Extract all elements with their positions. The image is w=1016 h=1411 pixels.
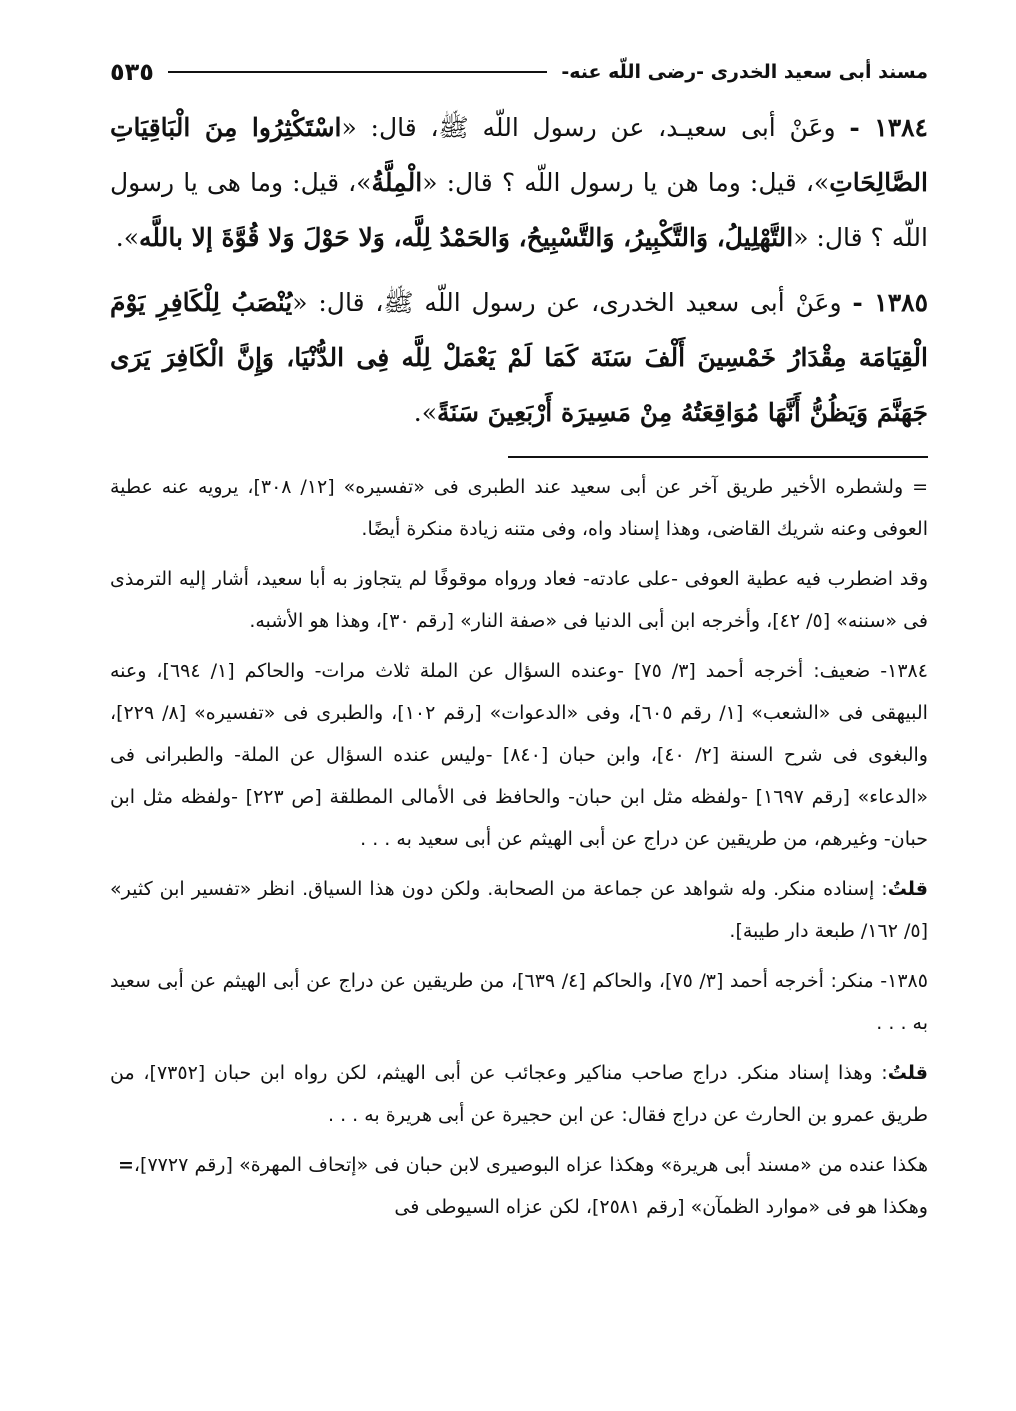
footnote-1384-comment (110, 868, 928, 952)
footnote-1384: ١٣٨٤- ضعيف: أخرجه أحمد [٣/ ٧٥] -وعنده السؤال عن الملة ثلاث مرات- والحاكم [١/ ٦٩٤]، وعنه البيهقى فى «الشعب» [١/ رقم ٦٠٥]، وفى «الدعوات» [رقم ١٠٢]، والطبرى فى «تفسيره» [٨/ ٢٢٩]، والبغوى فى شرح السنة [٢/ ٤٠]، وابن حبان [٨٤٠] -وليس عنده السؤال عن الملة- والطبرانى فى «الدعاء» [رقم ١٦٩٧] -ولفظه مثل ابن حبان- والحافظ فى الأمالى المطلقة [ص ٢٢٣] -ولفظه مثل ابن حبان- وغيرهم، من طريقين عن دراج عن أبى الهيثم عن أبى سعيد به . . . (110, 660, 928, 850)
running-title: مسند أبى سعيد الخدرى -رضى اللّه عنه- (561, 61, 928, 83)
hadith-text: »، قيل: وما هن يا رسول اللّه ؟ قال: « (422, 168, 830, 197)
hadith-matn: يُنْصَبُ لِلْكَافِرِ يَوْمَ الْقِيَامَة مِقْدَارُ خَمْسِينَ أَلْفَ سَنَة كَمَا لَمْ يَعْمَلْ لِلَّه فِى الدُّنْيَا، وَإِنَّ الْكَافِرَ يَرَى جَهَنَّمَ وَيَظُنُّ أَنَّهَا مُوَاقِعَتُهُ مِنْ مَسِيرَة أَرْبَعِينَ سَنَةً (110, 288, 928, 427)
comment-text: : إسناده منكر. وله شواهد عن جماعة من الصحابة. ولكن دون هذا السياق. انظر «تفسير ابن كثير» [٥/ ١٦٢/ طبعة دار طيبة]. (110, 878, 928, 942)
footnote-paragraph-last (110, 1144, 928, 1228)
hadith-end: ». (115, 223, 140, 252)
footnote-1385-comment (110, 1052, 928, 1136)
hadith-text: »، قيل: وما هى يا رسول اللّه ؟ قال: « (110, 168, 928, 252)
paragraph-text: هكذا عنده من «مسند أبى هريرة» وهكذا عزاه البوصيرى لابن حبان فى «إتحاف المهرة» [رقم ٧٧٢٧]، وهكذا هو فى «موارد الظمآن» [رقم ٢٥٨١]، لكن عزاه السيوطى فى (133, 1154, 928, 1218)
footnote-1385: ١٣٨٥- منكر: أخرجه أحمد [٣/ ٧٥]، والحاكم [٤/ ٦٣٩]، من طريقين عن دراج عن أبى الهيثم عن أبى سعيد به . . . (110, 970, 928, 1034)
hadith-matn: اسْتَكْثِرُوا مِنَ الْبَاقِيَاتِ الصَّالِحَاتِ (110, 113, 928, 197)
qultu-label: قلتُ (887, 878, 928, 900)
continuation-mark: = (118, 1154, 134, 1176)
hadith-end: ». (413, 398, 438, 427)
comment-text: : وهذا إسناد منكر. دراج صاحب مناكير وعجائب عن أبى الهيثم، لكن رواه ابن حبان [٧٣٥٢]، من طريق عمرو بن الحارث عن دراج فقال: عن ابن حجيرة عن أبى هريرة به . . . (110, 1062, 928, 1126)
page-number: ٥٣٥ (110, 58, 154, 86)
hadith-1384 (110, 100, 928, 265)
hadith-number: ١٣٨٤ - (849, 113, 928, 142)
hadith-matn: التَّهْلِيلُ، وَالتَّكْبِيرُ، وَالتَّسْبِيحُ، وَالحَمْدُ لِلَّه، وَلا حَوْلَ وَلا قُوَّةَ إلا باللَّه (139, 223, 794, 252)
qultu-label: قلتُ (887, 1062, 928, 1084)
header-rule (168, 71, 547, 73)
page-header (110, 58, 928, 86)
footnote-continuation: = ولشطره الأخير طريق آخر عن أبى سعيد عند الطبرى فى «تفسيره» [١٢/ ٣٠٨]، يرويه عنه عطية العوفى وعنه شريك القاضى، وهذا إسناد واه، وفى متنه زيادة منكرة أيضًا. (110, 476, 928, 540)
hadith-intro: وعَنْ أبى سعيد الخدرى، عن رسول اللّه ﷺ، قال: « (292, 288, 842, 317)
hadith-number: ١٣٨٥ - (852, 288, 928, 317)
footnote-paragraph: وقد اضطرب فيه عطية العوفى -على عادته- فعاد ورواه موقوفًا لم يتجاوز به أبا سعيد، أشار إليه الترمذى فى «سننه» [٥/ ٤٢]، وأخرجه ابن أبى الدنيا فى «صفة النار» [رقم ٣٠]، وهذا هو الأشبه. (110, 568, 928, 632)
hadith-intro: وعَنْ أبى سعيـد، عن رسول اللّه ﷺ، قال: « (341, 113, 836, 142)
footnote-divider (508, 456, 928, 458)
hadith-matn: الْمِلَّةُ (371, 168, 423, 197)
hadith-1385 (110, 275, 928, 440)
